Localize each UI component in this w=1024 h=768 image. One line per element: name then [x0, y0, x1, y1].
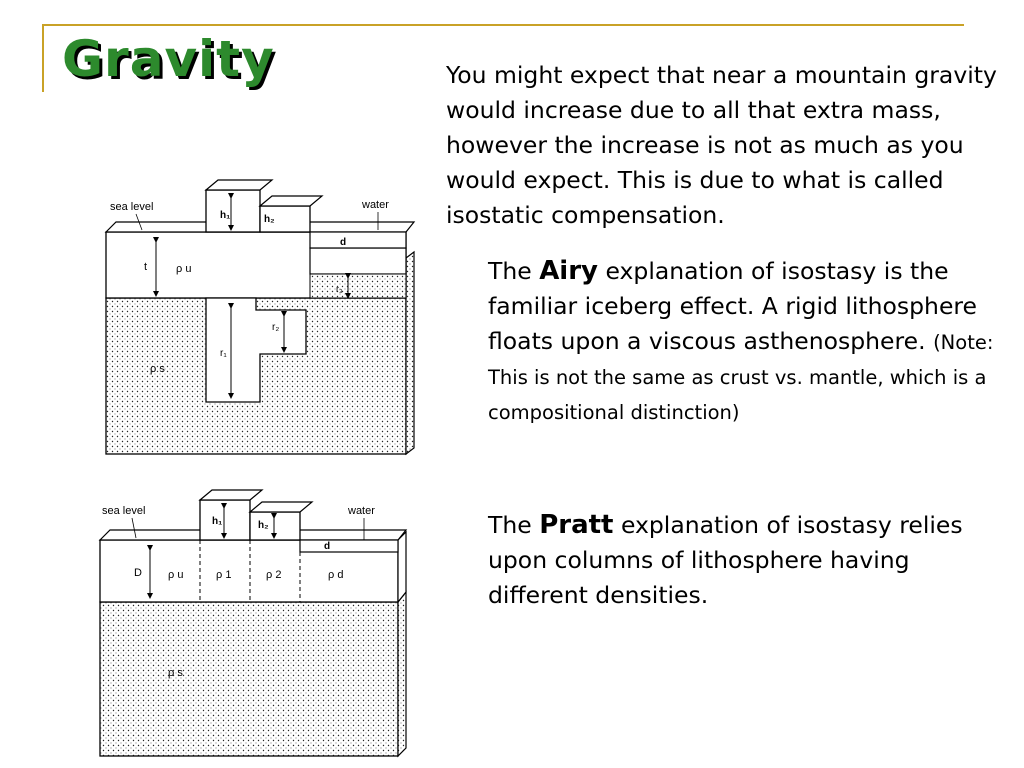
- pratt-water-layer: [300, 540, 398, 552]
- airy-lead: The: [488, 257, 540, 285]
- pratt-mountain-1: [200, 500, 250, 540]
- pratt-water-label: water: [348, 505, 375, 517]
- pratt-rho-1-label: ρ 1: [216, 569, 232, 581]
- airy-water-layer: [310, 232, 406, 248]
- pratt-rho-u-label: ρ u: [168, 569, 184, 581]
- top-rule: [42, 24, 964, 26]
- airy-r2-label: r₂: [272, 322, 280, 333]
- airy-r3-label: r₃: [336, 284, 343, 294]
- pratt-lead: The: [488, 511, 540, 539]
- pratt-rho-s-label: ρ s: [168, 667, 183, 679]
- pratt-D-label: D: [134, 567, 142, 579]
- intro-paragraph: You might expect that near a mountain gravity would increase due to all that extra mass, however the increase is not as much as you would expect. This is due to what is called isostatic compensation.: [446, 61, 997, 229]
- pratt-diagram: [92, 484, 418, 760]
- airy-sea-level-label: sea level: [110, 201, 154, 213]
- pratt-d-label: d: [324, 541, 331, 552]
- pratt-litho-side: [398, 532, 406, 602]
- airy-ocean-root: [310, 274, 406, 298]
- pratt-h2-label: h₂: [258, 520, 269, 531]
- slide-title: Gravity: [62, 30, 275, 88]
- airy-paragraph: [488, 254, 1008, 429]
- pratt-mountain-2-top: [250, 502, 312, 512]
- pratt-rho-d-label: ρ d: [328, 569, 344, 581]
- airy-mountain-1-top: [206, 180, 272, 190]
- airy-water-label: water: [362, 199, 389, 211]
- pratt-sea-level-label: sea level: [102, 505, 146, 517]
- airy-mountain-2-top: [260, 196, 322, 206]
- airy-rho-s-label: ρ s: [150, 363, 165, 375]
- pratt-paragraph: [488, 508, 1008, 613]
- left-rule: [42, 24, 44, 92]
- airy-d-label: d: [340, 237, 347, 248]
- airy-t-label: t: [144, 261, 148, 273]
- airy-keyword: Airy: [539, 256, 598, 286]
- pratt-keyword: Pratt: [539, 510, 614, 540]
- airy-note: (Note: This is not the same as crust vs. mantle, which is a compositional distinction): [488, 331, 994, 424]
- pratt-h1-label: h₁: [212, 516, 223, 527]
- pratt-mountain-1-top: [200, 490, 262, 500]
- airy-side-face: [406, 252, 414, 454]
- pratt-body: explanation of isostasy relies upon columns of lithosphere having different densities.: [488, 511, 963, 609]
- airy-h1-label: h₁: [220, 210, 231, 221]
- airy-mountain-1: [206, 190, 260, 232]
- airy-diagram: [96, 170, 426, 460]
- pratt-rho-2-label: ρ 2: [266, 569, 282, 581]
- pratt-substratum: [100, 602, 398, 756]
- airy-rho-u-label: ρ u: [176, 263, 192, 275]
- pratt-side-face: [398, 592, 406, 756]
- airy-h2-label: h₂: [264, 214, 275, 225]
- airy-r1-label: r₁: [220, 348, 227, 359]
- airy-body: explanation of isostasy is the familiar iceberg effect. A rigid lithosphere floats upon a viscous asthenosphere.: [488, 257, 978, 355]
- airy-ocean-block: [310, 248, 406, 274]
